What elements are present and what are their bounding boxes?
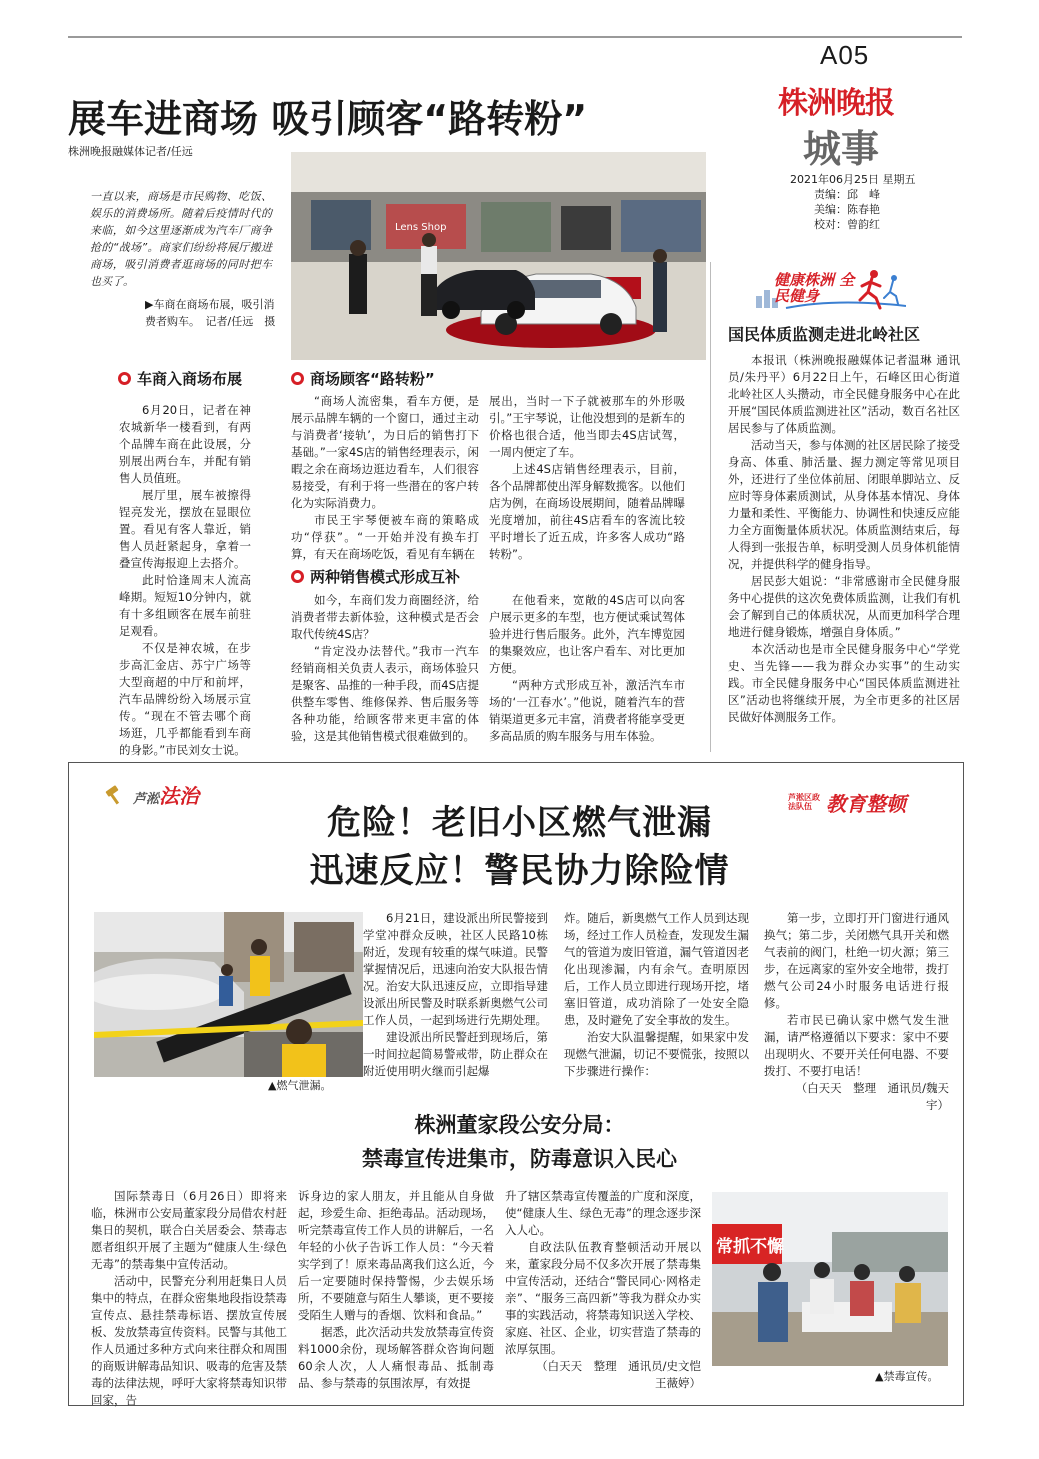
paragraph: 自政法队伍教育整顿活动开展以来，董家段分局不仅多次开展了禁毒集中宣传活动，还结合“警民同心·网格走亲”、“服务三高四新”等我为群众办实事的实践活动，将禁毒知识送入学校、家庭、社区、企业，切实营造了禁毒的浓厚氛围。 bbox=[505, 1240, 701, 1356]
gas-leak-photo bbox=[94, 912, 363, 1077]
article1-col3 bbox=[489, 393, 685, 563]
paragraph: 市民王宇琴便被车商的策略成功“俘获”。“一开始并没有换车打算，有天在商场吃饭，看见有车辆在 bbox=[291, 513, 479, 561]
drug-col1 bbox=[91, 1188, 287, 1409]
top-rule bbox=[68, 36, 962, 38]
drug-headline-2: 禁毒宣传进集市，防毒意识入民心 bbox=[362, 1147, 677, 1171]
subhead-car-dealers: 车商入商场布展 bbox=[118, 368, 242, 389]
shop-sign-text: Lens Shop bbox=[395, 222, 447, 233]
paragraph: “两种方式形成互补，激活汽车市场的‘一江春水’。”他说，随着汽车的营销渠道更多元丰富，消费者将能享受更多高品质的购车服务与用车体验。 bbox=[489, 678, 685, 743]
article1-col1 bbox=[119, 402, 251, 759]
paragraph: 第一步，立即打开门窗进行通风换气；第二步，关闭燃气具开关和燃气表前的阀门，杜绝一切火源；第三步，在远离家的室外安全地带，拨打燃气公司24小时服务电话进行报修。 bbox=[764, 911, 949, 1010]
drug-photo-caption: ▲禁毒宣传。 bbox=[875, 1370, 939, 1383]
drug-credit: （白天天 整理 通讯员/史文恺 王薇婷） bbox=[536, 1359, 713, 1390]
designer-credit: 美编：陈春艳 bbox=[814, 203, 880, 216]
paragraph: 此时恰逢周末人流高峰期。短短10分钟内，就有十多组顾客在展车前驻足观看。 bbox=[119, 573, 251, 638]
paragraph: 活动当天，参与体测的社区居民除了接受身高、体重、肺活量、握力测定等常见项目外，还进行了坐位体前屈、闭眼单脚站立、反应时等身体素质测试，从身体基本情况、身体力量和柔性、平衡能力、协调性和快速反应能力全方面衡量体质状况。体质监测结束后，每人得到一张报告单，标明受测人员身体机能情况，并提供科学的健身指导。 bbox=[728, 438, 960, 571]
paragraph: 升了辖区禁毒宣传覆盖的广度和深度，使“健康人生、绿色无毒”的理念逐步深入人心。 bbox=[505, 1189, 701, 1237]
paragraph: 6月21日，建设派出所民警接到学堂冲群众反映，社区人民路10栋附近，发现有较重的煤气味道。民警掌握情况后，迅速向治安大队报告情况。治安大队迅速反应，立即指导建设派出所民警及时联系新奥燃气公司工作人员，一起到场进行先期处理。 bbox=[363, 911, 548, 1027]
paragraph: 本次活动也是市全民健身服务中心“学党史、当先锋——我为群众办实事”的生动实践。市全民健身服务中心“国民体质监测进社区”活动也将继续开展，为全市更多的社区居民做好体测服务工作。 bbox=[728, 642, 960, 724]
mall-photo-caption: ▶车商在商场布展，吸引消费者购车。 记者/任远 摄 bbox=[145, 298, 276, 328]
education-rectification-logo: 芦淞区政法队伍 教育整顿 bbox=[788, 792, 906, 816]
paragraph: 6月20日，记者在神农城新华一楼看到，有两个品牌车商在此设展，分别展出两台车，并配有销售人员值班。 bbox=[119, 403, 251, 485]
drug-col3 bbox=[505, 1188, 713, 1392]
article1-lead: 一直以来，商场是市民购物、吃饭、娱乐的消费场所。随着后疫情时代的来临，如今这里逐渐成为汽车厂商争抢的“战场”。商家们纷纷将展厅搬进商场，吸引消费者逛商场的同时把车也买了。 bbox=[90, 190, 272, 288]
paragraph: 本报讯（株洲晚报融媒体记者温琳 通讯员/朱丹平）6月22日上午，石峰区田心街道北岭社区人头攒动，市全民健身服务中心在此开展“国民体质监测进社区”活动，数百名社区居民参与了体质监测。 bbox=[728, 353, 960, 435]
banner-text: 常抓不懈 bbox=[716, 1237, 784, 1257]
red-circle-icon bbox=[291, 570, 304, 583]
section-title: 城事 bbox=[803, 126, 880, 171]
paragraph: “商场人流密集，看车方便，是展示品牌车辆的一个窗口，通过主动与消费者‘接轨’，为日后的销售打下基础。”一家4S店的销售经理表示，闲暇之余在商场边逛边看车，人们很容易接受，有利于将一些潜在的客户转化为实际消费力。 bbox=[291, 394, 479, 510]
article1-col2b bbox=[291, 592, 479, 745]
column-divider bbox=[710, 262, 711, 752]
edition-date: 2021年06月25日 星期五 bbox=[790, 173, 916, 186]
paragraph: 据悉，此次活动共发放禁毒宣传资料1000余份，现场解答群众咨询问题60余人次，人人痛恨毒品、抵制毒品、参与禁毒的氛围浓厚，有效提 bbox=[298, 1325, 494, 1390]
paragraph: 活动中，民警充分利用赶集日人员集中的特点，在群众密集地段指设禁毒宣传点、悬挂禁毒标语、摆放宣传展板、发放禁毒宣传资料。民警与其他工作人员通过多种方式向来往群众和周围的商贩讲解毒品知识、吸毒的危害及禁毒的法律法规，呼吁大家将禁毒知识带回家，告 bbox=[91, 1274, 287, 1407]
article1-byline: 株洲晚报融媒体记者/任远 bbox=[68, 145, 193, 158]
gas-col2 bbox=[564, 910, 749, 1080]
paragraph: 如今，车商们发力商圈经济，给消费者带去新体验，这种模式是否会取代传统4S店？ bbox=[291, 593, 479, 641]
gas-credit: （白天天 整理 通讯员/魏天宇） bbox=[795, 1081, 949, 1112]
paragraph: 居民彭大姐说：“非常感谢市全民健身服务中心提供的这次免费体质监测，让我们有机会了解到自己的体质状况，从而更加科学合理地进行健身锻炼，增强自身体质。” bbox=[728, 574, 960, 639]
masthead-logo: 株洲晚报 bbox=[778, 86, 894, 121]
drug-campaign-illustration bbox=[712, 1192, 948, 1366]
mall-car-photo bbox=[291, 152, 706, 360]
paragraph: 展出，当时一下子就被那车的外形吸引。”王宇琴说，让他没想到的是新车的价格也很合适，他当即去4S店试驾，一周内便定了车。 bbox=[489, 394, 685, 459]
gas-col1 bbox=[363, 910, 548, 1080]
paragraph: 炸。随后，新奥燃气工作人员到达现场，经过工作人员检查，发现发生漏气的管道为废旧管道，漏气管道因老化出现渗漏，内有余气。查明原因后，工作人员立即进行现场开挖，堵塞旧管道，成功消除了一处安全隐患，及时避免了安全事故的发生。 bbox=[564, 911, 749, 1027]
red-circle-icon bbox=[291, 372, 304, 385]
health-logo-text: 健康株洲 全民健身 bbox=[774, 271, 855, 305]
edition-meta bbox=[790, 172, 916, 232]
proofreader-credit: 校对：曾韵红 bbox=[814, 218, 880, 231]
red-circle-icon bbox=[118, 372, 131, 385]
paragraph: 治安大队温馨提醒，如果家中发现燃气泄漏，切记不要慌张，按照以下步骤进行操作： bbox=[564, 1030, 749, 1078]
paragraph: “肯定没办法替代。”我市一汽车经销商相关负责人表示，商场体验只是聚客、品推的一种手段，而4S店提供整车零售、维修保养、售后服务等各种功能，给顾客带来更丰富的体验，这是其他销售模式很难做到的。 bbox=[291, 644, 479, 743]
paragraph: 建设派出所民警赶到现场后，第一时间拉起简易警戒带，防止群众在附近使用明火继而引起爆 bbox=[363, 1030, 548, 1078]
lusong-legal-logo: 芦淞法治 bbox=[104, 780, 199, 809]
drug-campaign-photo bbox=[712, 1192, 948, 1366]
editor-credit: 责编：邱 峰 bbox=[814, 188, 880, 201]
paragraph: 国际禁毒日（6月26日）即将来临，株洲市公安局董家段分局借农村赶集日的契机，联合白关居委会、禁毒志愿者组织开展了主题为“健康人生·绿色无毒”的禁毒集中宣传活动。 bbox=[91, 1189, 287, 1271]
paragraph: 若市民已确认家中燃气发生泄漏，请严格遵循以下要求：家中不要出现明火、不要开关任何电器、不要拨打、不要打电话！ bbox=[764, 1013, 949, 1078]
paragraph: 展厅里，展车被擦得锃亮发光，摆放在显眼位置。看见有客人靠近，销售人员赶紧起身，拿着一叠宣传海报迎上去搭介。 bbox=[119, 488, 251, 570]
paragraph: 不仅是神农城，在步步高汇金店、苏宁广场等大型商超的中厅和前坪，汽车品牌纷纷入场展示宣传。“现在不管去哪个商场逛，几乎都能看到车商的身影。”市民刘女士说。 bbox=[119, 641, 251, 757]
drug-headline-1: 株洲董家段公安分局： bbox=[414, 1113, 625, 1137]
article1-col2 bbox=[291, 393, 479, 563]
subhead-customers: 商场顾客“路转粉” bbox=[291, 368, 435, 389]
mall-car-illustration bbox=[291, 152, 706, 360]
article1-col3b bbox=[489, 592, 685, 745]
article2-headline: 国民体质监测走进北岭社区 bbox=[728, 325, 921, 344]
paragraph: 在他看来，宽敞的4S店可以向客户展示更多的车型，也方便试乘试驾体验并进行售后服务。此外，汽车博览园的集聚效应，也让客户看车、对比更加方便。 bbox=[489, 593, 685, 675]
subhead-sales-models: 两种销售模式形成互补 bbox=[291, 566, 460, 587]
drug-col2 bbox=[298, 1188, 494, 1392]
gas-leak-illustration bbox=[94, 912, 363, 1077]
paragraph: 上述4S店销售经理表示，目前，各个品牌都使出浑身解数揽客。以他们店为例，在商场设展期间，随着品牌曝光度增加，前往4S店看车的客流比较平时增长了近五成，许多客人成功“路转粉”。 bbox=[489, 462, 685, 561]
paragraph: 诉身边的家人朋友，并且能从自身做起，珍爱生命、拒绝毒品。活动现场，听完禁毒宣传工作人员的讲解后，一名年轻的小伙子告诉工作人员：“今天着实学到了！原来毒品离我们这么近，今后一定要随时保持警惕，少去娱乐场所，不要随意与陌生人攀谈，更不要接受陌生人赠与的香烟、饮料和食品。” bbox=[298, 1189, 494, 1322]
gas-photo-caption: ▲燃气泄漏。 bbox=[268, 1079, 332, 1092]
gas-col3 bbox=[764, 910, 949, 1114]
page-number: A05 bbox=[820, 40, 870, 70]
article2-body bbox=[728, 352, 960, 726]
gas-leak-headline-2: 迅速反应！警民协力除险情 bbox=[309, 851, 730, 891]
article1-headline: 展车进商场 吸引顾客“路转粉” bbox=[68, 97, 588, 141]
gas-leak-headline-1: 危险！老旧小区燃气泄漏 bbox=[327, 803, 712, 843]
